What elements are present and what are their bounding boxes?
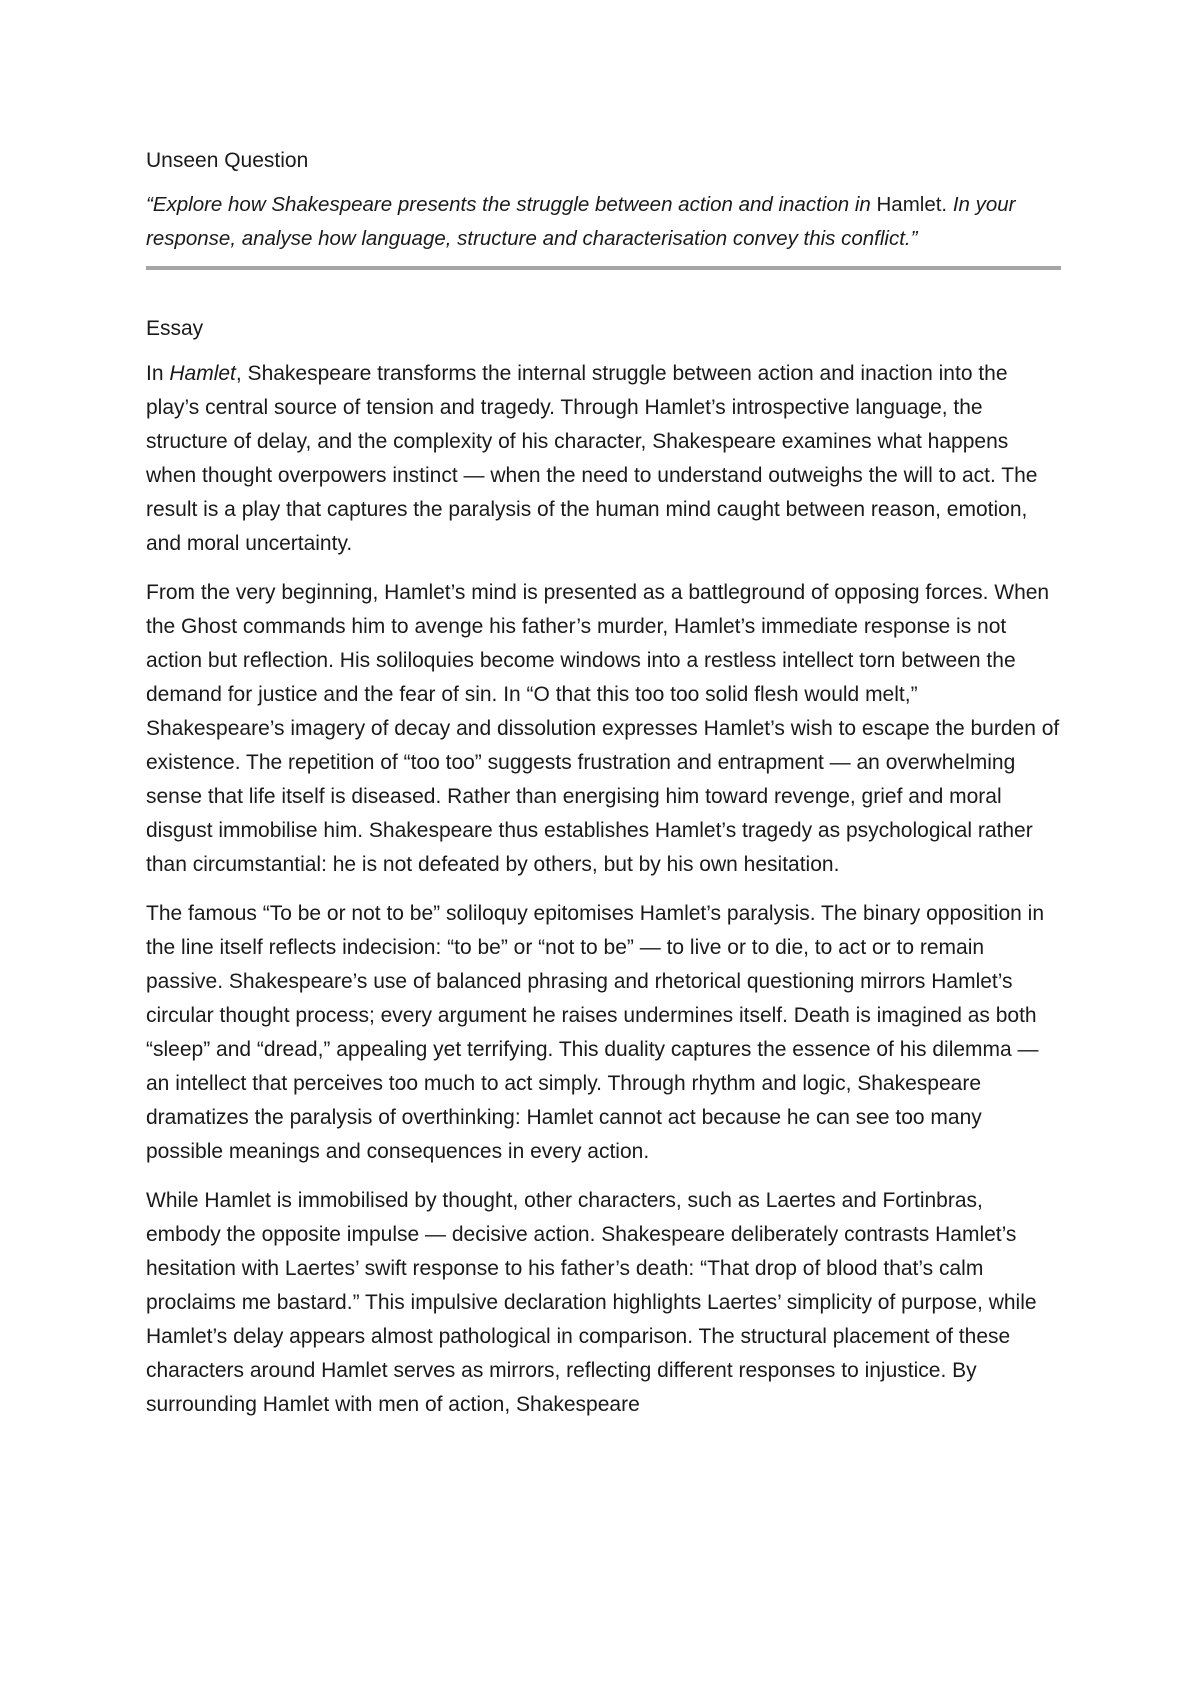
question-prompt-part2: In your response, analyse how language, structure and characterisation convey this conflict.” bbox=[146, 193, 1016, 250]
intro-title: Hamlet bbox=[169, 362, 236, 385]
essay-paragraph: While Hamlet is immobilised by thought, other characters, such as Laertes and Fortinbras, embody the opposite impulse — decisive action. Shakespeare deliberately contrasts Hamlet’s hesitation with Laertes’ swift response to his father’s death: “That drop of blood that’s calm proclaims me bastard.” This impulsive declaration highlights Laertes’ simplicity of purpose, while Hamlet’s delay appears almost pathological in comparison. The structural placement of these characters around Hamlet serves as mirrors, reflecting different responses to injustice. By surrounding Hamlet with men of action, Shakespeare bbox=[146, 1189, 1037, 1416]
essay-heading: Essay bbox=[146, 317, 204, 340]
essay-intro-paragraph bbox=[146, 357, 1061, 561]
essay-paragraph: The famous “To be or not to be” soliloquy epitomises Hamlet’s paralysis. The binary opposition in the line itself reflects indecision: “to be” or “not to be” — to live or to die, to act or to remain passive. Shakespeare’s use of balanced phrasing and rhetorical questioning mirrors Hamlet’s circular thought process; every argument he raises undermines itself. Death is imagined as both “sleep” and “dread,” appealing yet terrifying. This duality captures the essence of his dilemma — an intellect that perceives too much to act simply. Through rhythm and logic, Shakespeare dramatizes the paralysis of overthinking: Hamlet cannot act because he can see too many possible meanings and consequences in every action. bbox=[146, 902, 1045, 1163]
question-prompt-title: Hamlet. bbox=[876, 193, 948, 216]
question-prompt-part1: “Explore how Shakespeare presents the struggle between action and inaction in bbox=[146, 193, 877, 216]
question-prompt bbox=[146, 188, 1051, 256]
intro-prefix: In bbox=[146, 362, 170, 385]
horizontal-divider bbox=[146, 266, 1061, 270]
unseen-question-heading: Unseen Question bbox=[146, 149, 309, 172]
document-page bbox=[146, 146, 1061, 1422]
essay-paragraph: From the very beginning, Hamlet’s mind is presented as a battleground of opposing forces. When the Ghost commands him to avenge his father’s murder, Hamlet’s immediate response is not action but reflection. His soliloquies become windows into a restless intellect torn between the demand for justice and the fear of sin. In “O that this too too solid flesh would melt,” Shakespeare’s imagery of decay and dissolution expresses Hamlet’s wish to escape the burden of existence. The repetition of “too too” suggests frustration and entrapment — an overwhelming sense that life itself is diseased. Rather than energising him toward revenge, grief and moral disgust immobilise him. Shakespeare thus establishes Hamlet’s tragedy as psychological rather than circumstantial: he is not defeated by others, but by his own hesitation. bbox=[146, 581, 1060, 876]
intro-rest: , Shakespeare transforms the internal struggle between action and inaction into the play’s central source of tension and tragedy. Through Hamlet’s introspective language, the structure of delay, and the complexity of his character, Shakespeare examines what happens when thought overpowers instinct — when the need to understand outweighs the will to act. The result is a play that captures the paralysis of the human mind caught between reason, emotion, and moral uncertainty. bbox=[146, 362, 1038, 555]
